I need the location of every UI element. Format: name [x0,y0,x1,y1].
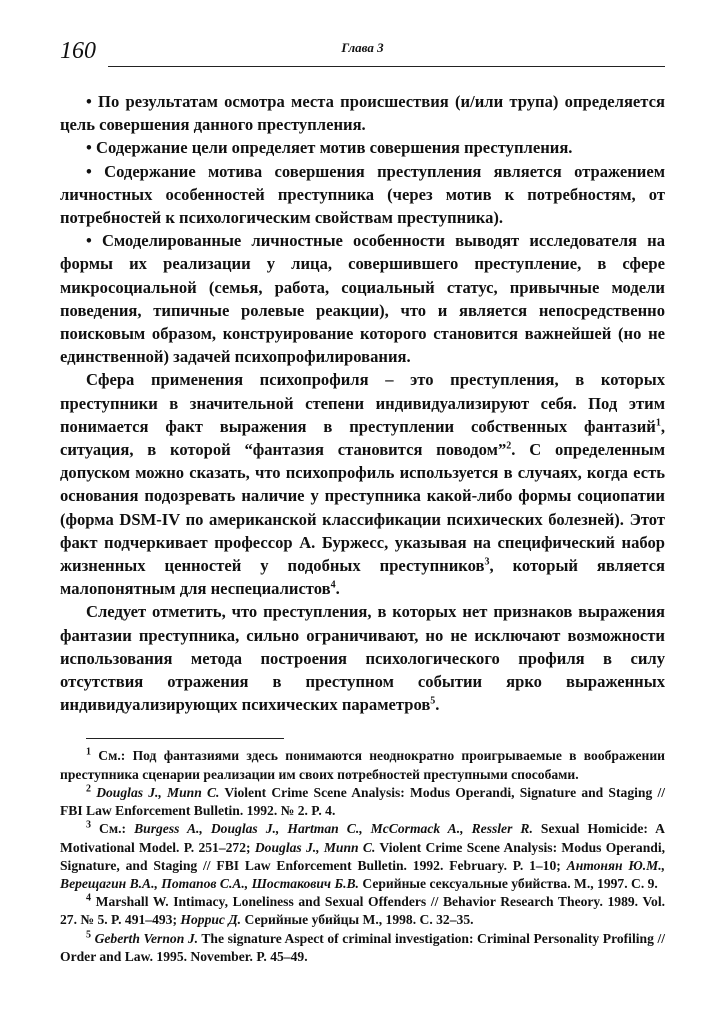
footnote-ref[interactable]: 4 [330,579,336,591]
text-run: . [435,695,440,715]
footnote-authors: Douglas J., Munn C. [91,784,220,800]
footnotes [60,738,665,965]
footnote-text: Серийные убийцы М., 1998. С. 32–35. [241,912,474,928]
footnote-rule [86,738,284,739]
footnote-text: Violent Crime Scene Analysis: Modus Operandi, Signature and Staging // FBI Law Enforcement Bulletin. 1992. № 2. P. 4. [60,784,665,819]
text-run: Следует отметить, что преступления, в которых нет признаков выражения фантазии преступника, сильно ограничивают, но не исключают возможности использования метода построения психологического профиля в силу отсутствия отражения в преступном событии ярко выраженных индивидуализирующих психических параметров [60,602,665,715]
footnote-text: См.: [91,821,135,837]
footnote-text: Violent Crime Scene Analysis: Modus Operandi, Signature, and Staging // FBI Law Enforcement Bulletin. 1992. February. P. 1–10; [60,839,665,873]
footnote-number: 2 [86,783,91,795]
bullet-paragraph: • По результатам осмотра места происшествия (и/или трупа) определяется цель совершения данного преступления. [60,92,665,135]
bullet-paragraph: • Содержание цели определяет мотив совершения преступления. [86,138,573,158]
footnote-authors: Douglas J., Munn C. [254,839,376,855]
footnote-number: 4 [86,892,91,904]
footnote [60,784,665,820]
footnote-ref[interactable]: 3 [484,556,490,568]
text-run: , ситуация, в которой “фантазия становится поводом” [60,416,665,460]
footnote-number: 1 [86,746,91,758]
text-run: . [335,579,340,599]
paragraph [60,600,665,716]
bullet-paragraph: • Смоделированные личностные особенности выводят исследователя на формы их реализации у лица, совершившего преступление, в сфере микросоциальной (семья, работа, социальный статус, привычные модели поведения, типичные ролевые реакции), что и является непосредственно поисковым образом, конструирование которого становится важнейшей (но не единственной) задачей психопрофилирования. [60,231,665,367]
page-header [60,38,665,78]
footnote [60,930,665,966]
paragraph [60,368,665,600]
book-page [60,38,665,966]
text-run: Сфера применения психопрофиля – это преступления, в которых преступники в значительной степени индивидуализируют себя. Под этим понимается факт выражения в преступлении собственных фантазий [60,370,665,436]
footnote-number: 3 [86,819,91,831]
footnote-text: The signature Aspect of criminal investigation: Criminal Personality Profiling // Order and Law. 1995. November. P. 45–49. [60,930,665,964]
running-title: Глава 3 [341,40,384,55]
footnote-authors: Антонян Ю.М., Верещагин В.А., Потапов С.А., Шостакович Б.В. [60,857,665,891]
footnote-authors: Burgess A., Douglas J., Hartman C., McCormack A., Ressler R. [134,821,533,837]
footnote-authors: Норрис Д. [180,912,242,928]
footnote [60,893,665,929]
text-run: , который является малопонятным для неспециалистов [60,556,665,599]
footnote [60,747,665,783]
footnote-text: Серийные сексуальные убийства. М., 1997. С. 9. [358,875,658,891]
footnote-ref[interactable]: 5 [430,695,436,707]
footnote-text: Marshall W. Intimacy, Loneliness and Sexual Offenders // Behavior Research Theory. 1989. Vol. 27. № 5. P. 491–493; [60,894,665,928]
footnote-ref[interactable]: 2 [506,440,512,452]
main-text [60,90,665,716]
bullet-paragraph: • Содержание мотива совершения преступления является отражением личностных особенностей преступника (через мотив к потребностям, от потребностей к психологическим свойствам преступника). [60,161,665,228]
text-run: . С определенным допуском можно сказать, что психопрофиль используется в случаях, когда есть основания подозревать наличие у преступника какой-либо формы социопатии (форма DSM-IV по американской классификации психических болезней). Этот факт подчеркивает профессор А. Буржесс, указывая на специфический набор жизненных ценностей у подобных преступников [60,440,665,576]
header-rule [108,66,665,67]
footnote-text: См.: Под фантазиями здесь понимаются неоднократно проигрываемые в воображении преступника сценарии реализации им своих потребностей преступными способами. [60,748,665,782]
footnote-number: 5 [86,928,91,940]
footnote-text: Sexual Homicide: A Motivational Model. P. 251–272; [60,821,665,855]
page-number: 160 [60,38,96,64]
footnote [60,820,665,893]
footnote-ref[interactable]: 1 [655,417,661,429]
footnote-authors: Geberth Vernon J. [91,930,199,946]
